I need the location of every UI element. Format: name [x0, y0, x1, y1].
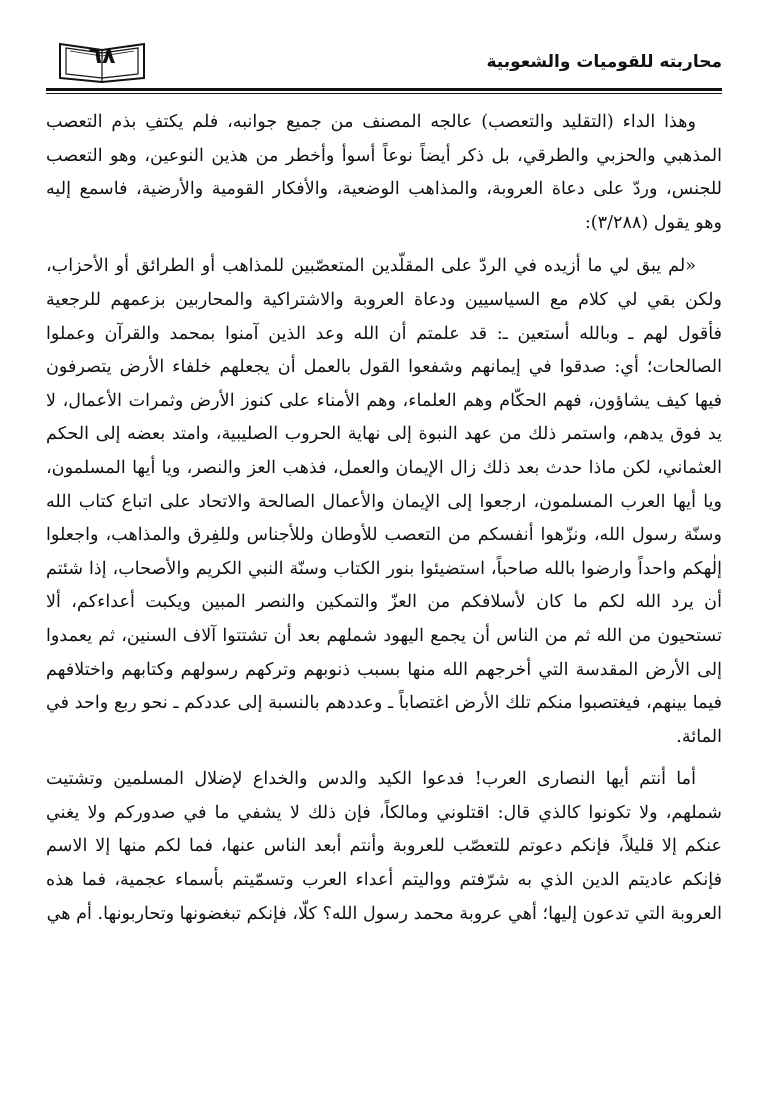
header-rule-thick	[46, 88, 722, 91]
paragraph-intro: وهذا الداء (التقليد والتعصب) عالجه المصنف من جميع جوانبه، فلم يكتفِ بذم التعصب المذهبي والحزبي والطرقي، بل ذكر أيضاً نوعاً أسوأ وأخطر من هذين النوعين، وهو التعصب للجنس، وردّ على دعاة العروبة، والمذاهب الوضعية، والأفكار القومية والأرضية، فاسمع إليه وهو يقول (٣/٢٨٨):	[46, 112, 722, 233]
page-number: ٦٨	[88, 44, 116, 69]
running-title: محاربته للقوميات والشعوبية	[486, 52, 722, 72]
header-rule-thin	[46, 93, 722, 94]
paragraph-quote: «لم يبق لي ما أزيده في الردّ على المقلّدين المتعصّبين للمذاهب أو الطرائق أو الأحزاب، ولكن بقي لي كلام مع السياسيين ودعاة العروبة والاشتراكية والمحاربين بزعمهم للرجعية فأقول لهم ـ وبالله أستعين ـ: قد علمتم أن الله وعد الذين آمنوا بمحمد والقرآن وعملوا الصالحات؛ أي: صدقوا في إيمانهم وشفعوا القول بالعمل أن يجعلهم خلفاء الأرض يتصرفون فيها كيف يشاؤون، فهم الحكّام وهم العلماء، وهم الأمناء على كنوز الأرض وثمرات الأعمال، لا يد فوق يدهم، واستمر ذلك من عهد النبوة إلى نهاية الحروب الصليبية، وامتد بعضه إلى الحكم العثماني، لكن ماذا حدث بعد ذلك زال الإيمان والعمل، فذهب العز والنصر، ويا أيها المسلمون، ويا أيها العرب المسلمون، ارجعوا إلى الإيمان والأعمال الصالحة والاتحاد على اتباع كتاب الله وسنّة رسول الله، ونزّهوا أنفسكم من التعصب للأوطان وللأجناس وللفِرق والمذاهب، واجعلوا إلٰهكم واحداً وارضوا بالله صاحباً، استضيئوا بنور الكتاب وسنّة النبي الكريم والأصحاب، إذا شئتم أن يرد الله لكم ما كان لأسلافكم من العزّ والتمكين والنصر المبين ويكبت أعداءكم، ألا تستحيون من الله ثم من الناس أن يجمع اليهود شملهم بعد أن تشتتوا آلاف السنين، ثم يعمدوا إلى الأرض المقدسة التي أخرجهم الله منها بسبب ذنوبهم وتركهم رسولهم وكتابهم واختلافهم فيما بينهم، فيغتصبوا منكم تلك الأرض اغتصاباً ـ وعددهم بالنسبة إلى عددكم ـ نحو ربع واحد في المائة.	[46, 256, 722, 747]
paragraph-christian-arabs: أما أنتم أيها النصارى العرب! فدعوا الكيد والدس والخداع لإضلال المسلمين وتشتيت شملهم، ولا تكونوا كالذي قال: اقتلوني ومالكاً، فإن ذلك لا يشفي ما في صدوركم ولا يغني عنكم إلا قليلاً، فإنكم دعوتم للتعصّب للعروبة وأنتم أبعد الناس عنها، فما لكم منها إلا الاسم فإنكم عاديتم الدين الذي به شرّفتم وواليتم أعداء العرب وتسمّيتم بأسماء عجمية، فما هذه العروبة التي تدعون إليها؛ أهي عروبة محمد رسول الله؟ كلّا، فإنكم تبغضونها وتحاربونها. أم هي	[46, 769, 722, 924]
page-header	[46, 38, 722, 90]
page-body	[46, 106, 722, 940]
page-number-badge	[56, 38, 148, 82]
